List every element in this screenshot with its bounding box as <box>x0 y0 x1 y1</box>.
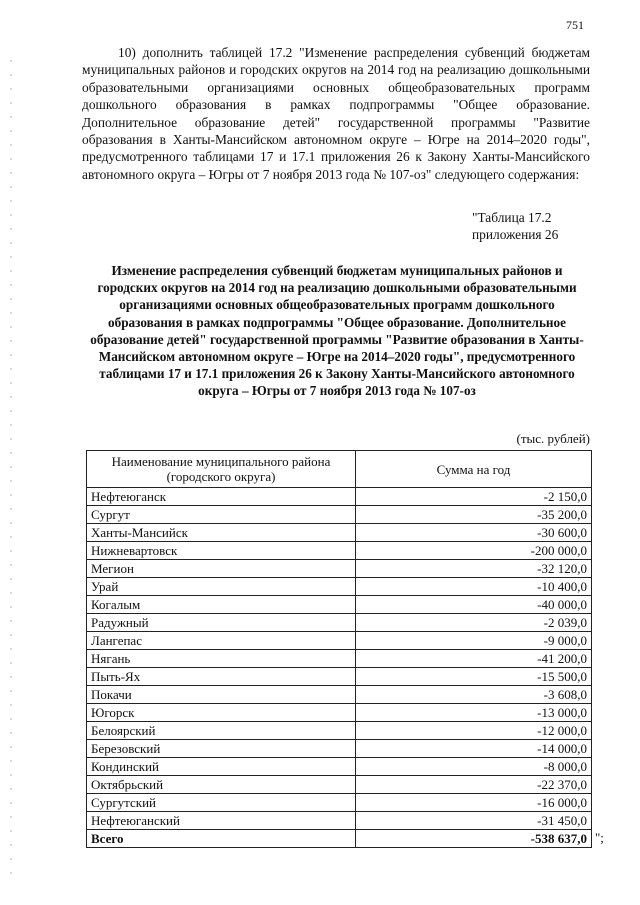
row-amount: -31 450,0 <box>356 812 592 830</box>
table-row <box>87 776 592 794</box>
table-reference <box>472 209 582 244</box>
row-name: Нефтеюганск <box>87 488 356 506</box>
row-amount: -13 000,0 <box>356 704 592 722</box>
units-label: (тыс. рублей) <box>516 431 590 446</box>
row-amount: -10 400,0 <box>356 578 592 596</box>
table-row <box>87 794 592 812</box>
row-name: Белоярский <box>87 722 356 740</box>
table-reference-line-2: приложения 26 <box>472 227 559 243</box>
row-amount: -41 200,0 <box>356 650 592 668</box>
closing-quote: "; <box>595 830 604 845</box>
row-amount: -22 370,0 <box>356 776 592 794</box>
total-label: Всего <box>87 830 356 848</box>
row-name: Сургутский <box>87 794 356 812</box>
row-name: Нягань <box>87 650 356 668</box>
scan-margin-marks <box>10 60 12 880</box>
table-header-row <box>87 451 592 488</box>
table-row <box>87 488 592 506</box>
row-amount: -9 000,0 <box>356 632 592 650</box>
table-row <box>87 596 592 614</box>
row-name: Покачи <box>87 686 356 704</box>
header-amount: Сумма на год <box>356 451 592 488</box>
row-name: Мегион <box>87 560 356 578</box>
row-amount: -16 000,0 <box>356 794 592 812</box>
row-name: Лангепас <box>87 632 356 650</box>
row-name: Пыть-Ях <box>87 668 356 686</box>
row-name: Когалым <box>87 596 356 614</box>
row-amount: -3 608,0 <box>356 686 592 704</box>
table-row <box>87 686 592 704</box>
row-amount: -2 039,0 <box>356 614 592 632</box>
table-row <box>87 650 592 668</box>
row-amount: -2 150,0 <box>356 488 592 506</box>
row-name: Урай <box>87 578 356 596</box>
row-amount: -15 500,0 <box>356 668 592 686</box>
row-amount: -35 200,0 <box>356 506 592 524</box>
table-row <box>87 560 592 578</box>
row-name: Радужный <box>87 614 356 632</box>
row-name: Нефтеюганский <box>87 812 356 830</box>
table-row <box>87 722 592 740</box>
row-name: Октябрьский <box>87 776 356 794</box>
intro-paragraph: 10) дополнить таблицей 17.2 "Изменение распределения субвенций бюджетам муниципальных районов и городских округов на 2014 год на реализацию дошкольными образовательными организациями основных общеобразовательных программ дошкольного образования в рамках подпрограммы "Общее образование. Дополнительное образование детей" государственной программы "Развитие образования в Ханты-Мансийском автономном округе – Югре на 2014–2020 годы", предусмотренного таблицами 17 и 17.1 приложения 26 к Закону Ханты-Мансийского автономного округа – Югры от 7 ноября 2013 года № 107-оз" следующего содержания: <box>82 45 590 182</box>
total-row <box>87 830 592 848</box>
row-name: Сургут <box>87 506 356 524</box>
table-row <box>87 542 592 560</box>
total-amount: -538 637,0 <box>356 830 592 848</box>
row-name: Югорск <box>87 704 356 722</box>
table-row <box>87 668 592 686</box>
section-title: Изменение распределения субвенций бюджетам муниципальных районов и городских округов на 2014 год на реализацию дошкольными образовательными организациями основных общеобразовательных программ дошкольного образования в рамках подпрограммы "Общее образование. Дополнительное образование детей" государственной программы "Развитие образования в Ханты-Мансийском автономном округе – Югре на 2014–2020 годы", предусмотренного таблицами 17 и 17.1 приложения 26 к Закону Ханты-Мансийского автономного округа – Югры от 7 ноября 2013 года № 107-оз <box>90 263 584 399</box>
row-amount: -12 000,0 <box>356 722 592 740</box>
row-name: Нижневартовск <box>87 542 356 560</box>
header-name-line-2: (городского округа) <box>166 469 276 484</box>
row-amount: -8 000,0 <box>356 758 592 776</box>
table-row <box>87 614 592 632</box>
table-row <box>87 632 592 650</box>
table-body <box>87 488 592 848</box>
row-amount: -40 000,0 <box>356 596 592 614</box>
row-amount: -200 000,0 <box>356 542 592 560</box>
table-row <box>87 704 592 722</box>
row-name: Кондинский <box>87 758 356 776</box>
header-name-line-1: Наименование муниципального района <box>111 454 331 469</box>
table-row <box>87 740 592 758</box>
table-row <box>87 506 592 524</box>
subsidy-table <box>86 450 592 848</box>
table-row <box>87 524 592 542</box>
table-reference-line-1: "Таблица 17.2 <box>472 210 552 225</box>
page-number: 751 <box>566 18 584 32</box>
table-row <box>87 758 592 776</box>
row-amount: -14 000,0 <box>356 740 592 758</box>
row-name: Березовский <box>87 740 356 758</box>
table-row <box>87 578 592 596</box>
row-amount: -30 600,0 <box>356 524 592 542</box>
header-name <box>87 451 356 488</box>
row-amount: -32 120,0 <box>356 560 592 578</box>
row-name: Ханты-Мансийск <box>87 524 356 542</box>
table-row <box>87 812 592 830</box>
